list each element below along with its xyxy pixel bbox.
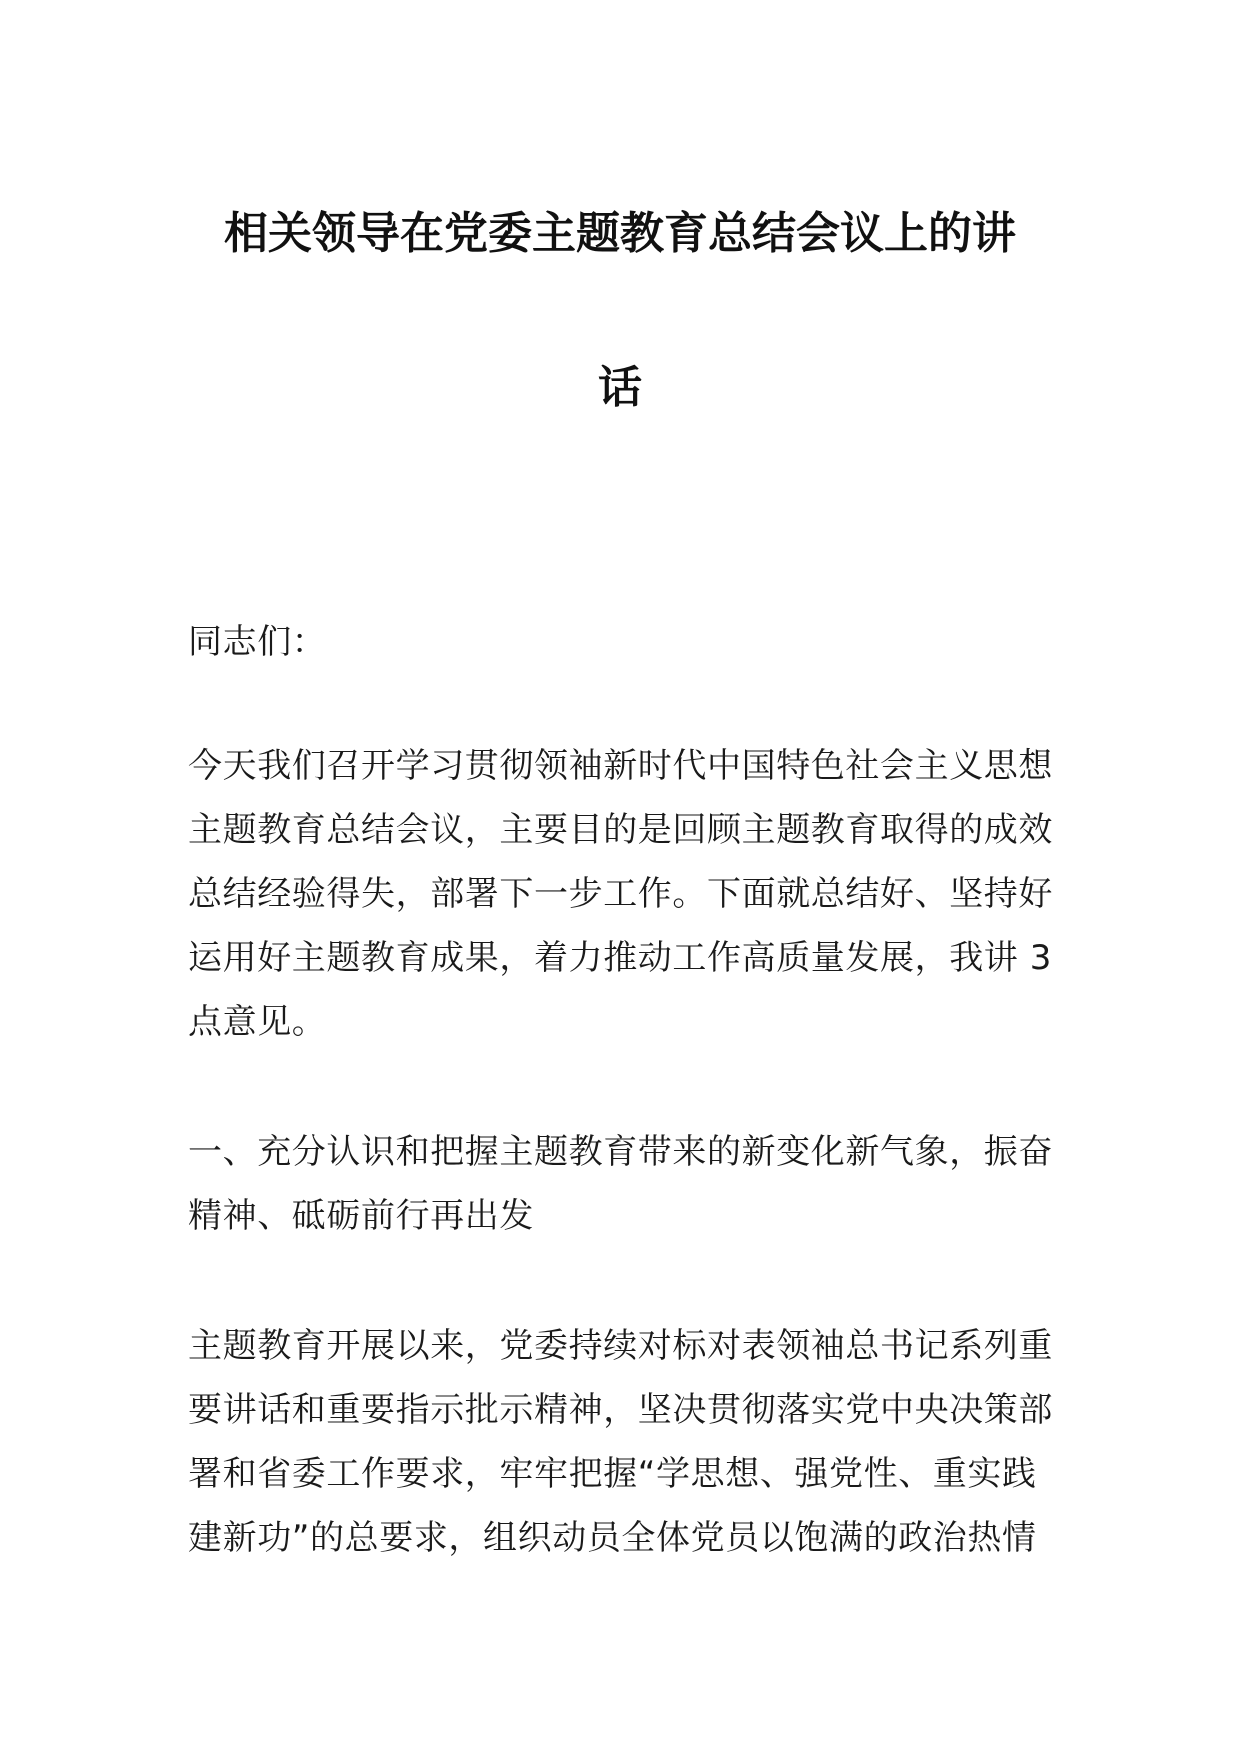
salutation: 同志们：	[188, 622, 327, 662]
opening-paragraph: 今天我们召开学习贯彻领袖新时代中国特色社会主义思想主题教育总结会议，主要目的是回顾主题教育取得的成效总结经验得失，部署下一步工作。下面就总结好、坚持好运用好主题教育成果，着力推动工作高质量发展，我讲 3 点意见。	[188, 746, 1053, 1042]
section-1-paragraph: 主题教育开展以来，党委持续对标对表领袖总书记系列重要讲话和重要指示批示精神，坚决贯彻落实党中央决策部署和省委工作要求，牢牢把握“学思想、强党性、重实践建新功”的总要求，组织动员全体党员以饱满的政治热情	[188, 1326, 1053, 1558]
document-title-line-2: 话	[598, 362, 642, 413]
document-title-line-1: 相关领导在党委主题教育总结会议上的讲	[224, 208, 1016, 259]
section-heading-1: 一、充分认识和把握主题教育带来的新变化新气象，振奋精神、砥砺前行再出发	[188, 1132, 1053, 1236]
